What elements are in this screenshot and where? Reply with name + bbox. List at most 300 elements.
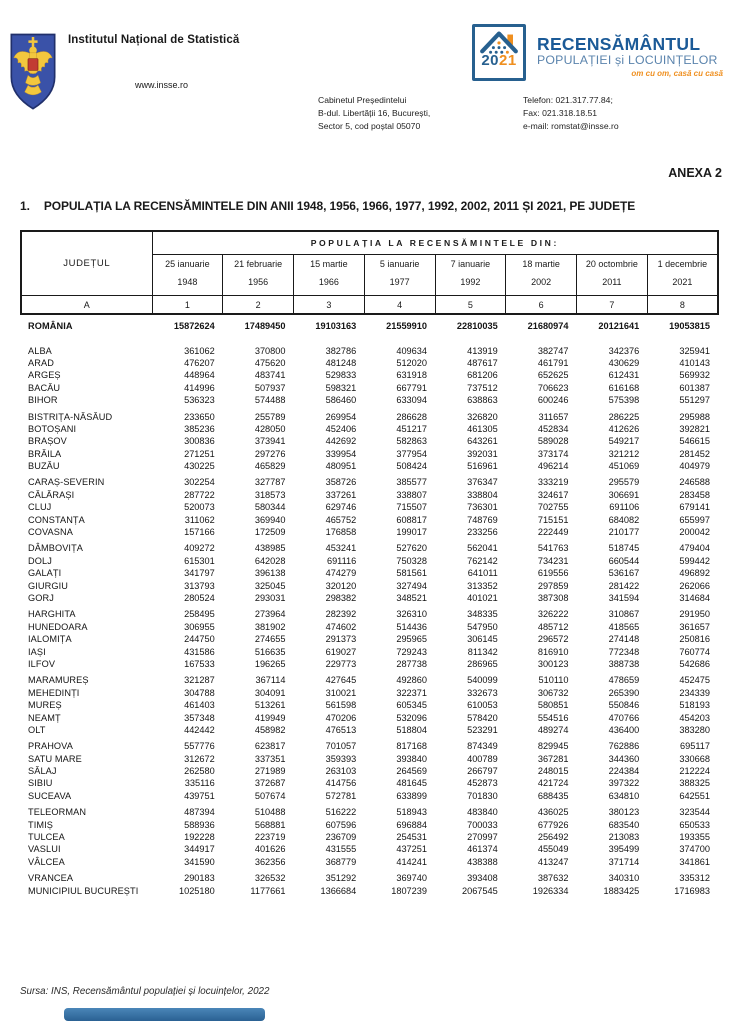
population-value: 736301 bbox=[467, 502, 498, 513]
county-name: IAȘI bbox=[28, 646, 46, 657]
county-name: SATU MARE bbox=[28, 753, 82, 764]
population-value: 507674 bbox=[254, 790, 286, 801]
population-value: 461403 bbox=[184, 700, 215, 711]
population-value: 582863 bbox=[396, 436, 427, 447]
county-name: GALAȚI bbox=[28, 568, 62, 579]
population-value: 273964 bbox=[254, 609, 286, 620]
population-value: 513261 bbox=[254, 700, 286, 711]
population-value: 362356 bbox=[254, 856, 286, 867]
population-value: 20121641 bbox=[598, 321, 640, 332]
population-value: 550846 bbox=[608, 700, 640, 711]
table-row bbox=[20, 633, 717, 645]
population-value: 280524 bbox=[184, 593, 215, 603]
population-value: 518804 bbox=[396, 724, 427, 735]
population-value: 287738 bbox=[396, 658, 427, 669]
population-value: 772348 bbox=[608, 646, 640, 657]
population-value: 262580 bbox=[184, 766, 215, 777]
population-value: 641011 bbox=[467, 568, 498, 579]
population-value: 392031 bbox=[467, 448, 498, 459]
population-value: 396138 bbox=[254, 568, 286, 579]
population-value: 333219 bbox=[537, 477, 569, 488]
population-value: 677926 bbox=[537, 819, 569, 830]
population-value: 413247 bbox=[537, 856, 569, 867]
population-value: 453241 bbox=[325, 543, 357, 554]
population-value: 605345 bbox=[396, 700, 427, 711]
population-value: 306955 bbox=[184, 621, 215, 632]
population-value: 370800 bbox=[254, 345, 286, 356]
population-value: 762142 bbox=[467, 555, 498, 566]
population-value: 295579 bbox=[608, 477, 640, 488]
table-row bbox=[20, 658, 717, 670]
population-value: 196265 bbox=[254, 658, 286, 669]
office-address: Cabinetul Președintelui B-dul. Libertății 16, București, Sector 5, cod poștal 05070 bbox=[318, 95, 431, 131]
population-value: 361062 bbox=[184, 345, 215, 356]
population-value: 431586 bbox=[184, 646, 215, 657]
population-value: 337261 bbox=[325, 489, 357, 500]
population-value: 629746 bbox=[325, 502, 357, 513]
population-value: 633094 bbox=[396, 395, 427, 406]
population-value: 485712 bbox=[537, 621, 569, 632]
county-name: SUCEAVA bbox=[28, 790, 72, 801]
population-value: 274148 bbox=[608, 634, 640, 645]
county-name: CLUJ bbox=[28, 502, 52, 513]
county-name: CARAȘ-SEVERIN bbox=[28, 477, 105, 488]
population-value: 304091 bbox=[254, 687, 286, 698]
county-name: CONSTANȚA bbox=[28, 514, 85, 525]
index-row: A 1 2 3 4 5 6 7 8 bbox=[21, 296, 718, 315]
county-name: BOTOȘANI bbox=[28, 423, 77, 434]
population-value: 568881 bbox=[254, 819, 286, 830]
table-row bbox=[20, 526, 717, 538]
population-value: 476207 bbox=[184, 357, 215, 368]
population-value: 581561 bbox=[396, 568, 427, 579]
population-value: 507937 bbox=[254, 382, 286, 393]
source-note: Sursa: INS, Recensământul populației și locuințelor, 2022 bbox=[20, 986, 270, 997]
county-name: BRĂILA bbox=[28, 448, 62, 459]
population-value: 427645 bbox=[325, 675, 357, 686]
population-value: 325941 bbox=[679, 345, 710, 356]
annex-label: ANEXA 2 bbox=[668, 166, 722, 180]
population-value: 601387 bbox=[679, 382, 710, 393]
population-value: 684082 bbox=[608, 514, 640, 525]
population-value: 296572 bbox=[537, 634, 569, 645]
county-name: TULCEA bbox=[28, 832, 65, 843]
population-value: 167533 bbox=[184, 658, 215, 669]
county-name: COVASNA bbox=[28, 527, 73, 538]
population-value: 393840 bbox=[396, 753, 427, 764]
population-value: 341861 bbox=[679, 856, 710, 867]
population-value: 569932 bbox=[679, 370, 710, 381]
county-name: ROMÂNIA bbox=[28, 321, 73, 332]
table-row bbox=[20, 567, 717, 579]
population-value: 1366684 bbox=[320, 885, 357, 896]
county-name: MUREȘ bbox=[28, 700, 62, 711]
population-value: 619027 bbox=[325, 646, 357, 657]
population-value: 286965 bbox=[467, 658, 498, 669]
population-value: 520073 bbox=[184, 502, 215, 513]
population-value: 19053815 bbox=[669, 321, 710, 332]
population-value: 410143 bbox=[679, 357, 710, 368]
county-name: MUNICIPIUL BUCUREȘTI bbox=[28, 885, 139, 896]
table-row bbox=[20, 448, 717, 460]
county-name: GIURGIU bbox=[28, 580, 69, 591]
census-table-header bbox=[20, 230, 719, 315]
column-header-1948: 25 ianuarie 1948 bbox=[152, 255, 223, 296]
population-value: 256492 bbox=[537, 832, 569, 843]
population-value: 326310 bbox=[396, 609, 427, 620]
population-value: 283458 bbox=[679, 489, 710, 500]
population-value: 516961 bbox=[467, 461, 498, 472]
population-value: 265390 bbox=[608, 687, 640, 698]
column-header-1977: 5 ianuarie 1977 bbox=[364, 255, 435, 296]
population-value: 541763 bbox=[537, 543, 569, 554]
population-value: 483741 bbox=[254, 370, 286, 381]
population-value: 400789 bbox=[467, 753, 498, 764]
population-value: 234339 bbox=[679, 687, 710, 698]
table-row bbox=[20, 856, 717, 868]
table-row bbox=[20, 699, 717, 711]
population-value: 236709 bbox=[325, 832, 357, 843]
table-row bbox=[20, 818, 717, 830]
population-value: 295965 bbox=[396, 634, 427, 645]
population-value: 271989 bbox=[254, 766, 286, 777]
population-value: 452873 bbox=[467, 778, 498, 789]
population-value: 374700 bbox=[679, 844, 710, 855]
table-row bbox=[20, 320, 717, 332]
population-value: 642028 bbox=[254, 555, 286, 566]
population-value: 223719 bbox=[254, 832, 286, 843]
table-row bbox=[20, 687, 717, 699]
population-value: 510488 bbox=[254, 807, 286, 818]
population-value: 551297 bbox=[679, 395, 710, 406]
population-value: 607596 bbox=[325, 819, 357, 830]
population-value: 479404 bbox=[679, 543, 710, 554]
population-value: 409634 bbox=[396, 345, 427, 356]
table-row bbox=[20, 777, 717, 789]
county-name: BUZĂU bbox=[28, 461, 60, 472]
population-value: 633899 bbox=[396, 790, 427, 801]
population-value: 700033 bbox=[467, 819, 498, 830]
population-value: 557776 bbox=[184, 741, 215, 752]
table-row bbox=[20, 382, 717, 394]
population-value: 702755 bbox=[537, 502, 569, 513]
population-value: 286225 bbox=[608, 411, 640, 422]
population-value: 465752 bbox=[325, 514, 357, 525]
population-value: 642551 bbox=[679, 790, 710, 801]
population-value: 312672 bbox=[184, 753, 215, 764]
population-value: 518943 bbox=[396, 807, 427, 818]
population-value: 549217 bbox=[608, 436, 640, 447]
population-value: 21680974 bbox=[527, 321, 569, 332]
population-value: 322371 bbox=[396, 687, 427, 698]
population-value: 264569 bbox=[396, 766, 427, 777]
table-row bbox=[20, 435, 717, 447]
population-value: 811342 bbox=[467, 646, 498, 657]
county-name: BIHOR bbox=[28, 395, 58, 406]
population-value: 192228 bbox=[184, 832, 215, 843]
population-value: 610053 bbox=[467, 700, 498, 711]
population-value: 516222 bbox=[325, 807, 357, 818]
population-value: 586460 bbox=[325, 395, 357, 406]
population-value: 2067545 bbox=[461, 885, 498, 896]
population-value: 17489450 bbox=[244, 321, 286, 332]
population-value: 313352 bbox=[467, 580, 498, 591]
population-value: 369940 bbox=[254, 514, 286, 525]
population-value: 387632 bbox=[537, 873, 569, 884]
population-value: 518193 bbox=[679, 700, 710, 711]
population-value: 455049 bbox=[537, 844, 569, 855]
population-value: 393408 bbox=[467, 873, 498, 884]
population-value: 326222 bbox=[537, 609, 569, 620]
population-value: 817168 bbox=[396, 741, 427, 752]
population-value: 341797 bbox=[184, 568, 215, 579]
table-row bbox=[20, 765, 717, 777]
population-value: 478659 bbox=[608, 675, 640, 686]
logo-title: RECENSĂMÂNTUL bbox=[537, 34, 701, 54]
population-value: 481248 bbox=[325, 357, 357, 368]
census-2021-logo bbox=[472, 24, 526, 81]
table-row bbox=[20, 790, 717, 802]
population-value: 373941 bbox=[254, 436, 286, 447]
population-value: 431555 bbox=[325, 844, 357, 855]
population-value: 412626 bbox=[608, 423, 640, 434]
population-value: 213083 bbox=[608, 832, 640, 843]
population-value: 760774 bbox=[679, 646, 710, 657]
population-value: 382747 bbox=[537, 345, 569, 356]
table-row bbox=[20, 674, 717, 686]
population-value: 1716983 bbox=[674, 885, 710, 896]
table-row bbox=[20, 884, 717, 896]
population-value: 300123 bbox=[537, 658, 569, 669]
population-value: 413919 bbox=[467, 345, 498, 356]
county-name: VÂLCEA bbox=[28, 856, 65, 867]
population-value: 542686 bbox=[679, 658, 710, 669]
population-value: 224384 bbox=[608, 766, 640, 777]
population-value: 598321 bbox=[325, 382, 357, 393]
county-name: TELEORMAN bbox=[28, 807, 87, 818]
population-value: 454203 bbox=[679, 712, 710, 723]
population-value: 270997 bbox=[467, 832, 498, 843]
population-value: 588936 bbox=[184, 819, 215, 830]
population-value: 518745 bbox=[608, 543, 640, 554]
population-value: 691116 bbox=[326, 555, 357, 566]
population-value: 324617 bbox=[537, 489, 569, 500]
population-value: 492860 bbox=[396, 675, 427, 686]
column-header-2002: 18 martie 2002 bbox=[506, 255, 577, 296]
population-value: 554516 bbox=[537, 712, 569, 723]
population-value: 222449 bbox=[537, 527, 569, 538]
footer-bar bbox=[64, 1008, 265, 1021]
institute-name: Institutul Național de Statistică bbox=[68, 34, 240, 46]
population-value: 269954 bbox=[325, 411, 357, 422]
population-value: 510110 bbox=[538, 675, 569, 686]
population-value: 414241 bbox=[396, 856, 427, 867]
population-value: 323544 bbox=[679, 807, 710, 818]
population-value: 255789 bbox=[254, 411, 286, 422]
population-value: 476513 bbox=[325, 724, 357, 735]
population-value: 681206 bbox=[467, 370, 498, 381]
population-value: 679141 bbox=[679, 502, 710, 513]
county-name: BISTRIȚA-NĂSĂUD bbox=[28, 411, 113, 422]
population-value: 475620 bbox=[254, 357, 286, 368]
column-header-2011: 20 octombrie 2011 bbox=[577, 255, 648, 296]
population-value: 250816 bbox=[679, 634, 710, 645]
population-value: 452475 bbox=[679, 675, 710, 686]
population-value: 172509 bbox=[254, 527, 286, 538]
population-value: 737512 bbox=[467, 382, 498, 393]
population-value: 418565 bbox=[608, 621, 640, 632]
population-value: 470206 bbox=[325, 712, 357, 723]
population-value: 695117 bbox=[680, 741, 710, 752]
table-row bbox=[20, 489, 717, 501]
population-value: 734231 bbox=[537, 555, 569, 566]
population-value: 200042 bbox=[679, 527, 710, 538]
table-row bbox=[20, 724, 717, 736]
table-row bbox=[20, 579, 717, 591]
table-row bbox=[20, 357, 717, 369]
county-name: CĂLĂRAȘI bbox=[28, 489, 75, 500]
county-name: BACĂU bbox=[28, 382, 61, 393]
population-value: 667791 bbox=[396, 382, 427, 393]
table-row bbox=[20, 501, 717, 513]
population-value: 338804 bbox=[467, 489, 498, 500]
county-name: DÂMBOVIȚA bbox=[28, 543, 84, 554]
population-value: 368779 bbox=[325, 856, 357, 867]
table-row bbox=[20, 369, 717, 381]
population-value: 193355 bbox=[679, 832, 710, 843]
population-value: 392821 bbox=[679, 423, 710, 434]
population-value: 589028 bbox=[537, 436, 569, 447]
population-value: 481645 bbox=[396, 778, 427, 789]
population-value: 318573 bbox=[254, 489, 286, 500]
population-value: 286628 bbox=[396, 411, 427, 422]
table-row bbox=[20, 460, 717, 472]
table-row bbox=[20, 753, 717, 765]
population-value: 414996 bbox=[184, 382, 215, 393]
population-value: 706623 bbox=[537, 382, 569, 393]
population-value: 325045 bbox=[254, 580, 286, 591]
logo-year: 2021 bbox=[481, 52, 517, 69]
population-value: 527620 bbox=[396, 543, 427, 554]
population-value: 357348 bbox=[184, 712, 215, 723]
population-value: 298382 bbox=[325, 593, 357, 603]
population-value: 376347 bbox=[467, 477, 498, 488]
population-value: 385236 bbox=[184, 423, 215, 434]
population-value: 342376 bbox=[608, 345, 640, 356]
population-value: 335116 bbox=[184, 778, 215, 789]
population-value: 281452 bbox=[679, 448, 710, 459]
population-value: 310867 bbox=[608, 609, 640, 620]
contact-info: Telefon: 021.317.77.84; Fax: 021.318.18.51 e-mail: romstat@insse.ro bbox=[523, 95, 619, 131]
county-name: GORJ bbox=[28, 593, 54, 603]
population-value: 829945 bbox=[537, 741, 569, 752]
population-value: 287722 bbox=[184, 489, 215, 500]
population-value: 512020 bbox=[396, 357, 427, 368]
population-value: 696884 bbox=[396, 819, 427, 830]
population-value: 321212 bbox=[608, 448, 640, 459]
population-value: 293031 bbox=[254, 593, 286, 603]
population-value: 1883425 bbox=[603, 885, 640, 896]
population-value: 575398 bbox=[608, 395, 640, 406]
population-value: 750328 bbox=[396, 555, 427, 566]
population-value: 451217 bbox=[396, 423, 427, 434]
population-value: 514436 bbox=[396, 621, 427, 632]
population-value: 436025 bbox=[537, 807, 569, 818]
population-value: 306145 bbox=[467, 634, 498, 645]
population-value: 660544 bbox=[608, 555, 640, 566]
population-value: 339954 bbox=[325, 448, 357, 459]
population-value: 438388 bbox=[467, 856, 498, 867]
population-value: 332673 bbox=[467, 687, 498, 698]
population-value: 210177 bbox=[608, 527, 640, 538]
population-value: 430629 bbox=[608, 357, 640, 368]
population-value: 337351 bbox=[254, 753, 286, 764]
population-value: 401626 bbox=[254, 844, 286, 855]
population-value: 359393 bbox=[325, 753, 357, 764]
page-title: 1. POPULAȚIA LA RECENSĂMINTELE DIN ANII 1948, 1956, 1966, 1977, 1992, 2002, 2011 ȘI 2021, PE JUDEȚE bbox=[20, 199, 636, 213]
population-value: 404979 bbox=[679, 461, 710, 472]
county-name: VRANCEA bbox=[28, 873, 74, 884]
population-value: 248015 bbox=[537, 766, 569, 777]
population-value: 263103 bbox=[325, 766, 357, 777]
population-value: 572781 bbox=[325, 790, 357, 801]
column-header-1992: 7 ianuarie 1992 bbox=[435, 255, 506, 296]
population-value: 388325 bbox=[679, 778, 710, 789]
population-value: 652625 bbox=[537, 370, 569, 381]
population-value: 474602 bbox=[325, 621, 357, 632]
population-value: 409272 bbox=[184, 543, 215, 554]
table-row bbox=[20, 621, 717, 633]
population-value: 536323 bbox=[184, 395, 215, 406]
table-row bbox=[20, 711, 717, 723]
column-header-1966: 15 martie 1966 bbox=[294, 255, 365, 296]
population-value: 300836 bbox=[184, 436, 215, 447]
county-name: HUNEDOARA bbox=[28, 621, 88, 632]
population-value: 487394 bbox=[184, 807, 215, 818]
population-value: 306732 bbox=[537, 687, 569, 698]
population-value: 266797 bbox=[467, 766, 498, 777]
population-value: 22810035 bbox=[456, 321, 498, 332]
county-name: MARAMUREȘ bbox=[28, 675, 89, 686]
population-value: 330668 bbox=[679, 753, 710, 764]
population-value: 371714 bbox=[608, 856, 640, 867]
population-value: 367114 bbox=[255, 675, 286, 686]
population-value: 367281 bbox=[537, 753, 569, 764]
census-logo-text bbox=[537, 35, 723, 78]
population-value: 385577 bbox=[396, 477, 427, 488]
table-row bbox=[20, 645, 717, 657]
population-value: 874349 bbox=[467, 741, 498, 752]
table-row bbox=[20, 740, 717, 752]
population-value: 297859 bbox=[537, 580, 569, 591]
population-value: 600246 bbox=[537, 395, 569, 406]
population-value: 397322 bbox=[608, 778, 640, 789]
population-value: 381902 bbox=[254, 621, 286, 632]
population-value: 701057 bbox=[325, 741, 357, 752]
population-value: 683540 bbox=[608, 819, 640, 830]
population-value: 523291 bbox=[467, 724, 498, 735]
population-value: 351292 bbox=[325, 873, 357, 884]
county-name: ILFOV bbox=[28, 658, 56, 669]
population-value: 157166 bbox=[184, 527, 215, 538]
population-value: 438985 bbox=[254, 543, 286, 554]
population-value: 291950 bbox=[679, 609, 710, 620]
county-name: PRAHOVA bbox=[28, 741, 73, 752]
logo-subtitle: POPULAȚIEI și LOCUINȚELOR bbox=[537, 53, 718, 67]
table-row bbox=[20, 608, 717, 620]
census-table-body bbox=[20, 320, 717, 897]
table-row bbox=[20, 394, 717, 406]
